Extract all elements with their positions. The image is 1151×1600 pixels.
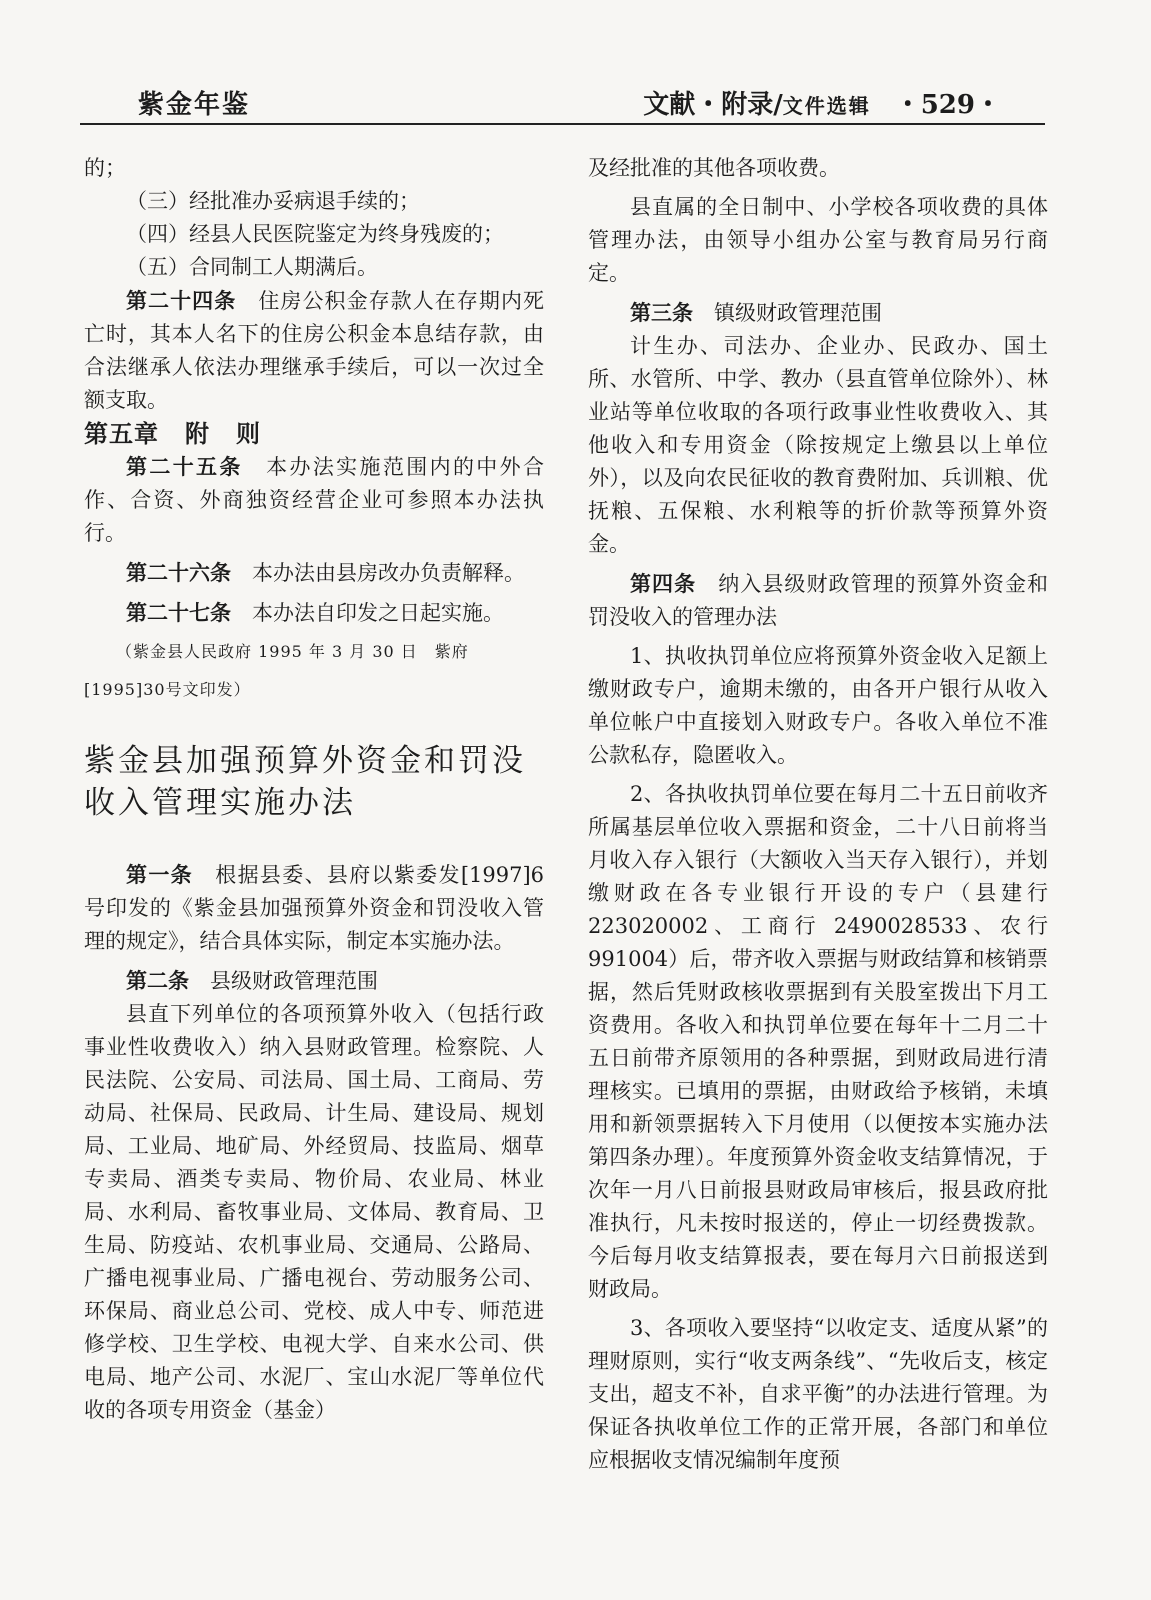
article-text: 纳入县级财政管理的预算外资金和罚没收入的管理办法: [588, 572, 1049, 629]
article-text: 根据县委、县府以紫委发[1997]6号印发的《紫金县加强预算外资金和罚没收入管理的规定》，结合具体实际，制定本实施办法。: [84, 863, 545, 953]
list-item: （五）合同制工人期满后。: [126, 255, 378, 279]
chapter-heading: [84, 417, 544, 450]
list-item: （四）经县人民医院鉴定为终身残废的；: [126, 222, 504, 246]
chapter-word-2: 则: [236, 419, 261, 448]
article-label: 第二十六条: [126, 560, 231, 585]
article-label: 第四条: [630, 571, 697, 596]
issuance-note-cont: [1995]30号文印发）: [84, 680, 251, 699]
paragraph: 1、执收执罚单位应将预算外资金收入足额上缴财政专户，逾期未缴的，由各开户银行从收入单位帐户中直接划入财政专户。各收入单位不准公款私存，隐匿收入。: [588, 644, 1048, 767]
section-main: 文献・附录/: [643, 90, 783, 120]
list-item: （三）经批准办妥病退手续的；: [126, 189, 420, 213]
document-title: [84, 740, 544, 824]
paragraph: 县直下列单位的各项预算外收入（包括行政事业性收费收入）纳入县财政管理。检察院、人民法院、公安局、司法局、国土局、工商局、劳动局、社保局、民政局、计生局、建设局、规划局、工业局、地矿局、外经贸局、技监局、烟草专卖局、酒类专卖局、物价局、农业局、林业局、水利局、畜牧事业局、文体局、教育局、卫生局、防疫站、农机事业局、交通局、公路局、广播电视事业局、广播电视台、劳动服务公司、环保局、商业总公司、党校、成人中专、师范进修学校、卫生学校、电视大学、自来水公司、供电局、地产公司、水泥厂、宝山水泥厂等单位代收的各项专用资金（基金）: [84, 1002, 544, 1422]
article-2: [84, 964, 544, 998]
article-1: [84, 858, 544, 958]
article-label: 第二十四条: [126, 288, 237, 313]
chapter-number: 第五章: [84, 419, 159, 448]
article-3: [588, 296, 1048, 330]
article-25: [84, 450, 544, 550]
issuance-note: （紫金县人民政府 1995 年 3 月 30 日 紫府: [116, 642, 469, 661]
right-column: [588, 152, 1048, 1477]
article-text: 本办法自印发之日起实施。: [252, 601, 504, 625]
page-number: ・529・: [894, 90, 1001, 120]
text-line: 的；: [84, 156, 126, 180]
article-label: 第二十五条: [126, 454, 243, 479]
title-line-2: 收入管理实施办法: [84, 785, 356, 821]
running-header: [0, 0, 1151, 130]
article-label: 第一条: [126, 862, 193, 887]
article-text: 本办法由县房改办负责解释。: [252, 561, 525, 585]
article-label: 第二十七条: [126, 600, 231, 625]
article-text: 镇级财政管理范围: [714, 301, 882, 325]
article-text: 住房公积金存款人在存期内死亡时，其本人名下的住房公积金本息结存款，由合法继承人依法办理继承手续后，可以一次过全额支取。: [84, 289, 545, 412]
left-column: [84, 152, 544, 1427]
article-label: 第二条: [126, 968, 189, 993]
header-rule: [80, 123, 1045, 125]
text-line: 及经批准的其他各项收费。: [588, 156, 840, 180]
yearbook-title: 紫金年鉴: [138, 90, 251, 120]
paragraph: 计生办、司法办、企业办、民政办、国土所、水管所、中学、教办（县直管单位除外）、林业站等单位收取的各项行政事业性收费收入、其他收入和专用资金（除按规定上缴县以上单位外），以及向农民征收的教育费附加、兵训粮、优抚粮、五保粮、水利粮等的折价款等预算外资金。: [588, 334, 1048, 556]
section-sub: 文件选辑: [782, 94, 871, 118]
article-4: [588, 567, 1048, 634]
article-label: 第三条: [630, 300, 693, 325]
article-26: [84, 556, 544, 590]
paragraph: 县直属的全日制中、小学校各项收费的具体管理办法，由领导小组办公室与教育局另行商定。: [588, 195, 1048, 285]
paragraph: 2、各执收执罚单位要在每月二十五日前收齐所属基层单位收入票据和资金，二十八日前将当月收入存入银行（大额收入当天存入银行），并划缴财政在各专业银行开设的专户（县建行 223020002、工商行 2490028533、农行991004）后，带齐收入票据与财政结算和核销票据，然后凭财政核收票据到有关股室拨出下月工资费用。各收入和执罚单位要在每年十二月二十五日前带齐原领用的各种票据，到财政局进行清理核实。已填用的票据，由财政给予核销，未填用和新领票据转入下月使用（以便按本实施办法第四条办理）。年度预算外资金收支结算情况，于次年一月八日前报县财政局审核后，报县政府批准执行，凡未按时报送的，停止一切经费拨款。今后每月收支结算报表，要在每月六日前报送到财政局。: [588, 782, 1048, 1301]
article-27: [84, 596, 544, 630]
paragraph: 3、各项收入要坚持“以收定支、适度从紧”的理财原则，实行“收支两条线”、“先收后支，核定支出，超支不补，自求平衡”的办法进行管理。为保证各执收单位工作的正常开展，各部门和单位应根据收支情况编制年度预: [588, 1316, 1048, 1472]
chapter-word-1: 附: [185, 419, 210, 448]
section-title: [643, 84, 1001, 121]
title-line-1: 紫金县加强预算外资金和罚没: [84, 743, 526, 779]
article-24: [84, 284, 544, 417]
article-text: 县级财政管理范围: [210, 969, 378, 993]
article-text: 本办法实施范围内的中外合作、合资、外商独资经营企业可参照本办法执行。: [84, 455, 545, 545]
